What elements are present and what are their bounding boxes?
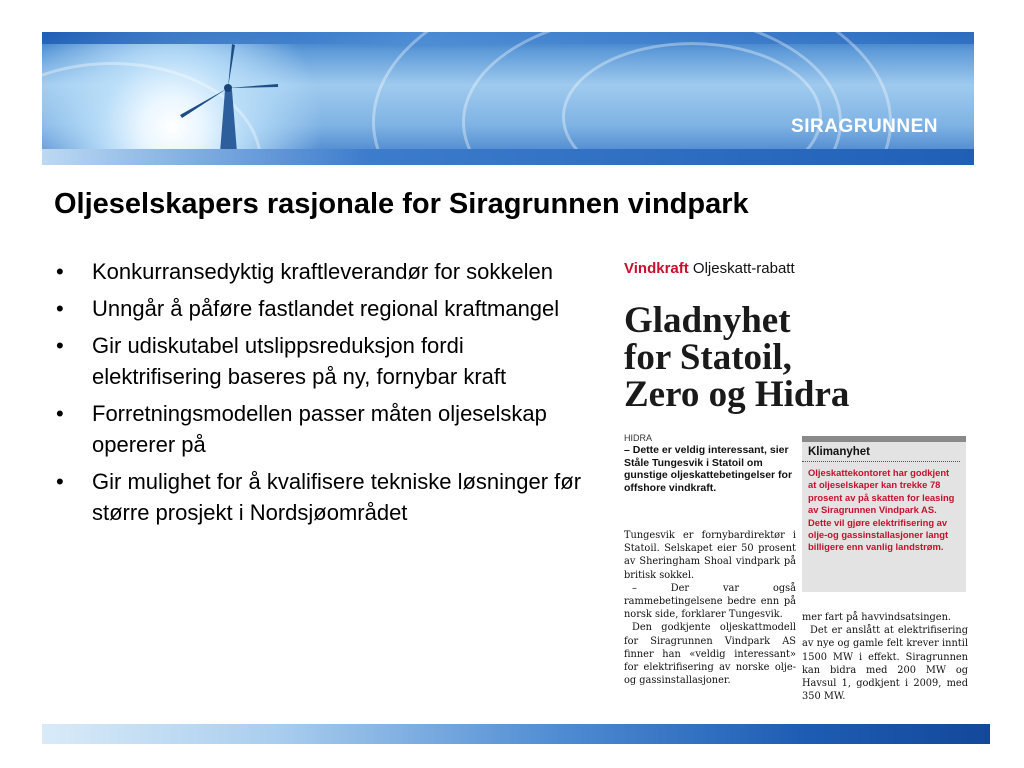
kicker-section: Vindkraft <box>624 260 689 277</box>
body-paragraph: Tungesvik er fornybardirektør i Statoil. Selskapet eier 50 prosent av Sheringham Shoal vindpark på britisk sokkel. <box>624 530 796 581</box>
bullet-dot: • <box>56 333 64 358</box>
bullet-item <box>56 293 596 324</box>
bullet-dot: • <box>56 259 64 284</box>
klimanyhet-box <box>802 436 966 592</box>
bullet-item <box>56 256 596 287</box>
footer-bar <box>42 724 990 744</box>
clipping-body <box>624 529 796 687</box>
bullet-dot: • <box>56 296 64 321</box>
headline-line: for Statoil, <box>624 337 792 378</box>
newspaper-clipping <box>618 256 970 716</box>
clipping-headline <box>624 302 954 413</box>
bullet-list <box>56 256 596 534</box>
bullet-text: Forretningsmodellen passer måten oljeselskap opererer på <box>92 401 547 457</box>
bullet-text: Konkurransedyktig kraftleverandør for sokkelen <box>92 259 553 284</box>
banner-bottom-stripe <box>42 149 974 165</box>
body-paragraph: Det er anslått at elektrifisering av nye og gamle felt krever inntil 1500 MW i effekt. Siragrunnen kan bidra med 200 MW og Havsul 1, godkjent i 2009, med 350 MW. <box>802 625 968 703</box>
bullet-text: Gir udiskutabel utslippsreduksjon fordi elektrifisering baseres på ny, fornybar kraft <box>92 333 507 389</box>
kicker-topic: Oljeskatt-rabatt <box>692 260 795 277</box>
clipping-lead: – Dette er veldig interessant, sier Ståle Tungesvik i Statoil om gunstige oljeskattebetingelser for offshore vindkraft. <box>624 444 793 494</box>
bullet-text: Gir mulighet for å kvalifisere tekniske løsninger før større prosjekt i Nordsjøområdet <box>92 469 582 525</box>
bullet-dot: • <box>56 469 64 494</box>
body-paragraph: mer fart på havvindsatsingen. <box>802 612 952 623</box>
slide-title: Oljeselskapers rasjonale for Siragrunnen vindpark <box>54 188 749 220</box>
wind-turbine-icon <box>82 32 302 165</box>
body-paragraph: – Der var også rammebetingelsene bedre enn på norsk side, forklarer Tungesvik. <box>624 582 796 621</box>
headline-line: Gladnyhet <box>624 300 791 341</box>
clipping-kicker <box>624 260 795 277</box>
bullet-dot: • <box>56 401 64 426</box>
headline-line: Zero og Hidra <box>624 374 850 415</box>
box-text: Oljeskattekontoret har godkjent at oljeselskaper kan trekke 78 prosent av på skatten for leasing av Siragrunnen Vindpark AS. Dette vil gjøre elektrifisering av olje-og gassinstallasjoner langt billigere enn vanlig landstrøm. <box>808 467 955 553</box>
bullet-text: Unngår å påføre fastlandet regional kraftmangel <box>92 296 560 321</box>
body-paragraph: Den godkjente oljeskattmodell for Siragrunnen Vindpark AS finner han «veldig interessant» for elektrifisering av norske olje- og gassinstallasjoner. <box>624 622 796 687</box>
clipping-body-column-2 <box>802 611 968 703</box>
bullet-item <box>56 330 596 392</box>
bullet-item <box>56 398 596 460</box>
header-banner <box>42 32 974 165</box>
siragrunnen-logo: SIRAGRUNNEN <box>791 116 938 137</box>
bullet-item <box>56 466 596 528</box>
clipping-dateline: HIDRA <box>624 433 653 443</box>
box-title: Klimanyhet <box>802 442 960 462</box>
